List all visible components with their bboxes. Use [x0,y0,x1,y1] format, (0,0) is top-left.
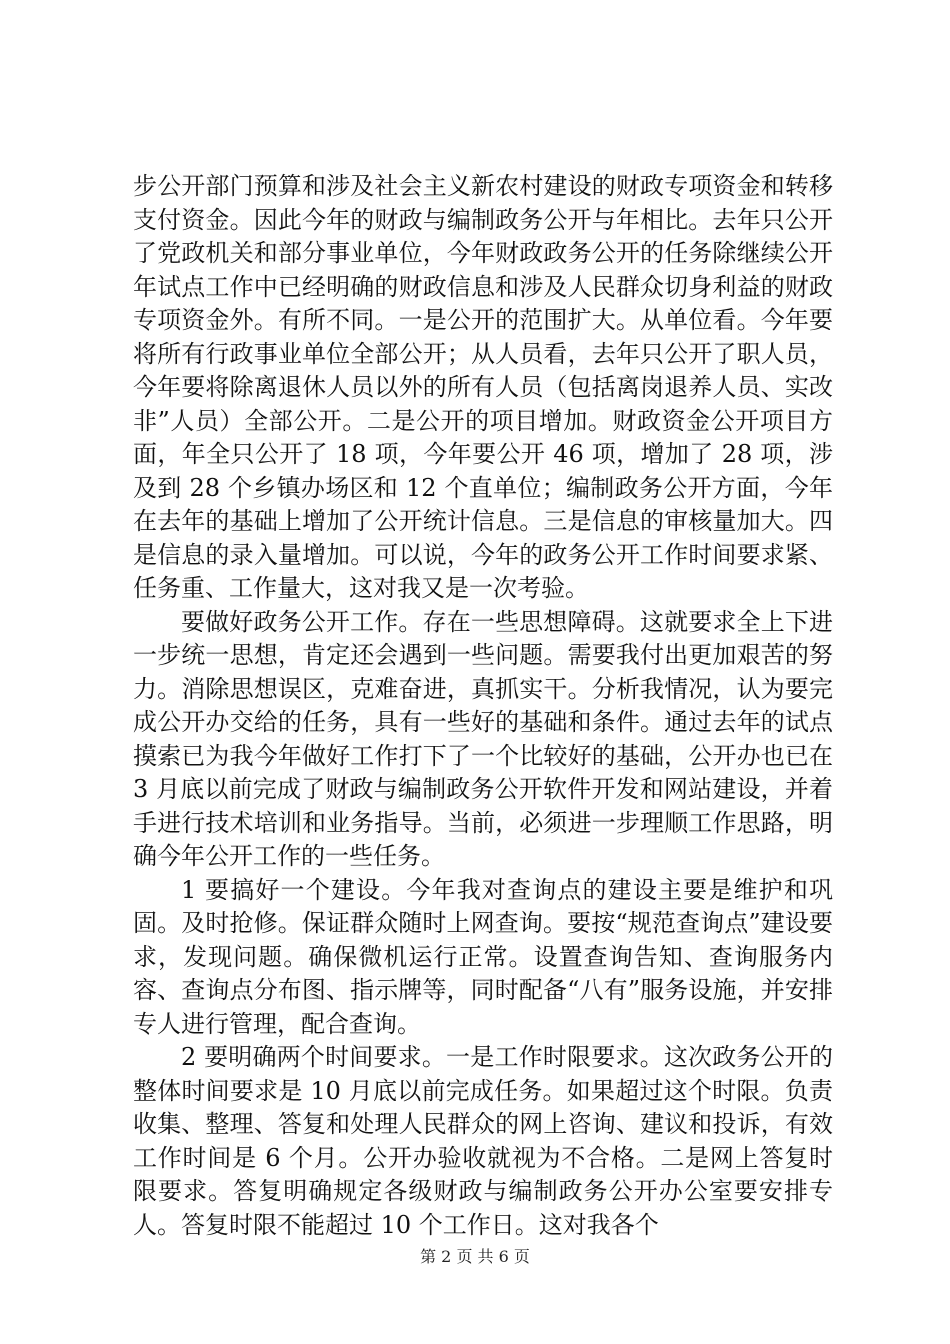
paragraph-4: 2 要明确两个时间要求。一是工作时限要求。这次政务公开的整体时间要求是 10 月底以前完成任务。如果超过这个时限。负责收集、整理、答复和处理人民群众的网上咨询、建议和投诉，有效工作时间是 6 个月。公开办验收就视为不合格。二是网上答复时限要求。答复明确规定各级财政与编制政务公开办公室要安排专人。答复时限不能超过 10 个工作日。这对我各个 [133,1043,833,1239]
document-body [133,170,833,1242]
page-footer: 第 2 页 共 6 页 [420,1247,530,1266]
paragraph-1: 步公开部门预算和涉及社会主义新农村建设的财政专项资金和转移支付资金。因此今年的财政与编制政务公开与年相比。去年只公开了党政机关和部分事业单位，今年财政政务公开的任务除继续公开年试点工作中已经明确的财政信息和涉及人民群众切身利益的财政专项资金外。有所不同。一是公开的范围扩大。从单位看。今年要将所有行政事业单位全部公开；从人员看，去年只公开了职人员，今年要将除离退休人员以外的所有人员（包括离岗退养人员、实改非”人员）全部公开。二是公开的项目增加。财政资金公开项目方面，年全只公开了 18 项，今年要公开 46 项，增加了 28 项，涉及到 28 个乡镇办场区和 12 个直单位；编制政务公开方面，今年在去年的基础上增加了公开统计信息。三是信息的审核量加大。四是信息的录入量增加。可以说，今年的政务公开工作时间要求紧、任务重、工作量大，这对我又是一次考验。 [133,172,833,602]
paragraph-3: 1 要搞好一个建设。今年我对查询点的建设主要是维护和巩固。及时抢修。保证群众随时上网查询。要按“规范查询点”建设要求，发现问题。确保微机运行正常。设置查询告知、查询服务内容、查询点分布图、指示牌等，同时配备“八有”服务设施，并安排专人进行管理，配合查询。 [133,875,833,1038]
paragraph-2: 要做好政务公开工作。存在一些思想障碍。这就要求全上下进一步统一思想，肯定还会遇到一些问题。需要我付出更加艰苦的努力。消除思想误区，克难奋进，真抓实干。分析我情况，认为要完成公开办交给的任务，具有一些好的基础和条件。通过去年的试点摸索已为我今年做好工作打下了一个比较好的基础，公开办也已在 3 月底以前完成了财政与编制政务公开软件开发和网站建设，并着手进行技术培训和业务指导。当前，必须进一步理顺工作思路，明确今年公开工作的一些任务。 [133,607,833,870]
